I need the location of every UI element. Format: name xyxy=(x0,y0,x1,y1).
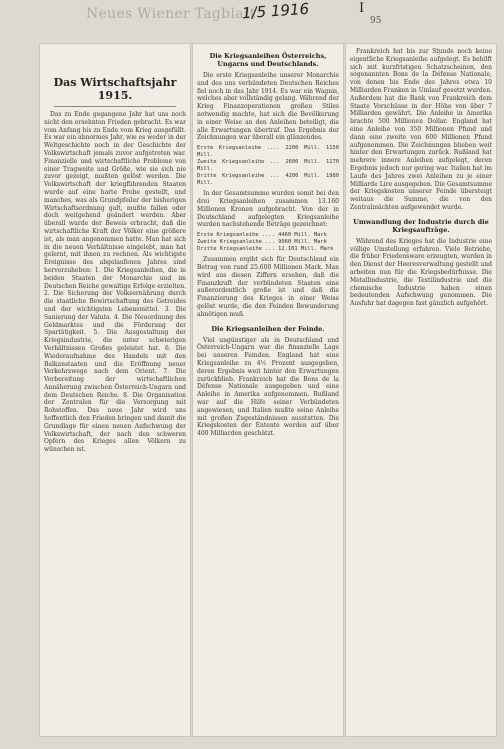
loan-table-germany xyxy=(197,232,339,253)
clipping-left xyxy=(40,44,190,736)
handwritten-ref: I xyxy=(359,1,365,16)
article-headline: Die Kriegsanleihen Österreichs, Ungarns und Deutschlands. xyxy=(209,52,327,68)
article-paragraph: In der Gesamtsumme wurden somit bei den drei Kriegsanleihen zusammen 13.160 Millionen Kronen aufgebracht. Von der in Deutschland aufgelegten Kriegsanleihe wurden nachstehende Beträge gezeichnet: xyxy=(197,190,339,229)
article-intro: Die erste Kriegsanleihe unserer Monarchie und des uns verbündeten Deutschen Reiches fiel noch in das Jahr 1914. Es war ein Wagnis, welches aber vollständig gelang. Während der Krieg Finanzoperationen großen Stiles notwendig machte, hat sich die Bevölkerung in einer Weise an den Anleihen beteiligt, die alle Erwartungen übertraf. Das Ergebnis der Zeichnungen war überall ein glänzendes. xyxy=(197,72,339,142)
table-row: Erste Kriegsanleihe .... 2200 Mill. 1150 Mill. xyxy=(197,145,339,159)
article-headline: Das Wirtschaftsjahr 1915. xyxy=(53,76,177,102)
table-row: Dritte Kriegsanleihe ... 12.101 Mill. Mark xyxy=(197,246,334,253)
table-row: Zweite Kriegsanleihe ... 9060 Mill. Mark xyxy=(197,239,327,246)
handwritten-date: 1/5 1916 xyxy=(241,0,310,23)
table-row: Zweite Kriegsanleihe ... 2600 Mill. 1170 Mill. xyxy=(197,159,339,173)
article-paragraph: Zusammen ergibt sich für Deutschland ein Betrag von rund 25.600 Millionen Mark. Man wird aus diesen Ziffern ersehen, daß die Finanzkraft der verbündeten Staaten eine außerordentlich große ist und daß die Finanzierung des Krieges in einer Weise gelöst wurde, die den Feinden Bewunderung abnötigen muß. xyxy=(197,256,339,318)
section-subhead: Umwandlung der Industrie durch die Kriegsaufträge. xyxy=(353,217,489,234)
table-row: Erste Kriegsanleihe .... 4460 Mill. Mark xyxy=(197,232,327,239)
column-left xyxy=(44,48,186,732)
column-middle xyxy=(197,48,339,732)
divider xyxy=(54,106,176,107)
column-right xyxy=(350,48,492,732)
handwritten-ref-sub: 95 xyxy=(370,16,382,26)
section-subhead: Die Kriegsanleihen der Feinde. xyxy=(211,324,325,333)
clipping-middle xyxy=(193,44,343,736)
table-row: Dritte Kriegsanleihe ... 4200 Mill. 1980 Mill. xyxy=(197,173,339,187)
article-body: Das zu Ende gegangene Jahr hat uns noch nicht den ersehnten Frieden gebracht. Es war vom Anfang bis zu Ende vom Krieg ausgefüllt. Es war ein abnormes Jahr, wie es weder in der Weltgeschichte noch in der Geschichte der Volkswirtschaft jemals zuvor aufgetreten war. Finanzielle und wirtschaftliche Probleme von einer Tragweite und Größe, wie sie sich nie zuvor gezeigt, mußten gelöst werden. Die Volkswirtschaft der kriegführenden Staaten wurde auf eine harte Probe gestellt, und manches, was als Grundpfeiler der bisherigen Wirtschaftsordnung galt, mußte fallen oder doch weitgehend geändert werden. Aber überall wurde der Beweis erbracht, daß die wirtschaftliche Kraft der Völker eine größere ist, als man angenommen hatte. Man hat sich in die neuen Verhältnisse eingelebt, man hat gelernt, mit ihnen zu rechnen. Als wichtigste Ereignisse des abgelaufenen Jahres sind hervorzuheben: 1. Die Kriegsanleihen, die in beiden Staaten der Monarchie und im Deutschen Reiche gewaltige Erfolge erzielten. 2. Die Sicherung der Volksernährung durch die staatliche Bewirtschaftung des Getreides und der wichtigsten Lebensmittel. 3. Die Sanierung der Valuta. 4. Die Neuordnung des Geldmarktes und die Förderung der Spartätigkeit. 5. Die Ausgestaltung der Kriegsindustrie, die unter schwierigen Verhältnissen Großes geleistet hat. 6. Die Wiederaufnahme des Handels mit den Balkanstaaten und die Eröffnung neuer Verkehrswege nach dem Orient. 7. Die Vorbereitung der wirtschaftlichen Annäherung zwischen Österreich-Ungarn und dem Deutschen Reiche. 8. Die Organisation der Zentralen für die Versorgung mit Rohstoffen. Das neue Jahr wird uns hoffentlich den Frieden bringen und damit die Grundlage für einen neuen Aufschwung der Volkswirtschaft, der nach den schweren Opfern des Krieges allen Völkern zu wünschen ist. xyxy=(44,111,186,454)
article-paragraph: Frankreich hat bis zur Stunde noch keine eigentliche Kriegsanleihe aufgelegt. Es behilft sich mit kurzfristigen Schatzscheinen, den sogenannten Bons de la Défense Nationale, von denen bis Ende des Jahres etwa 10 Milliarden Franken in Umlauf gesetzt wurden. Außerdem hat die Bank von Frankreich dem Staate Vorschüsse in der Höhe von über 7 Milliarden gewährt. Die Anleihe in Amerika brachte 500 Millionen Dollar. England hat eine Anleihe von 350 Millionen Pfund und dann eine zweite von 600 Millionen Pfund aufgenommen. Die Zeichnungen blieben weit hinter den Erwartungen zurück. Rußland hat mehrere innere Anleihen aufgelegt, deren Ergebnis jedoch nur gering war. Italien hat im Laufe des Jahres zwei Anleihen zu je einer Milliarde Lire ausgegeben. Die Gesamtsumme der Kriegskosten unserer Feinde übersteigt weitaus die Summe, die von den Zentralmächten aufgewendet wurde. xyxy=(350,48,492,211)
article-paragraph: Während des Krieges hat die Industrie eine völlige Umstellung erfahren. Viele Betriebe, die früher Friedensware erzeugten, wurden in den Dienst der Heeresverwaltung gestellt und arbeiten nun für die Kriegsbedürfnisse. Die Metallindustrie, die Textilindustrie und die chemische Industrie haben einen bedeutenden Aufschwung genommen. Die Ausfuhr hat dagegen fast gänzlich aufgehört. xyxy=(350,237,492,308)
clipping-right xyxy=(346,44,496,736)
newspaper-masthead: Neues Wiener Tagblatt xyxy=(86,6,256,22)
article-paragraph: Viel ungünstiger als in Deutschland und Österreich-Ungarn war die finanzielle Lage bei unseren Feinden. England hat eine Kriegsanleihe zu 4½ Prozent ausgegeben, deren Ergebnis weit hinter den Erwartungen zurückblieb. Frankreich hat die Bons de la Défense Nationale ausgegeben und eine Anleihe in Amerika aufgenommen. Rußland war auf die Hilfe seiner Verbündeten angewiesen, und Italien mußte seine Anleihe mit großen Zugeständnissen ausstatten. Die Kriegskosten der Entente werden auf über 400 Milliarden geschätzt. xyxy=(197,336,339,438)
loan-table-austria xyxy=(197,145,339,187)
